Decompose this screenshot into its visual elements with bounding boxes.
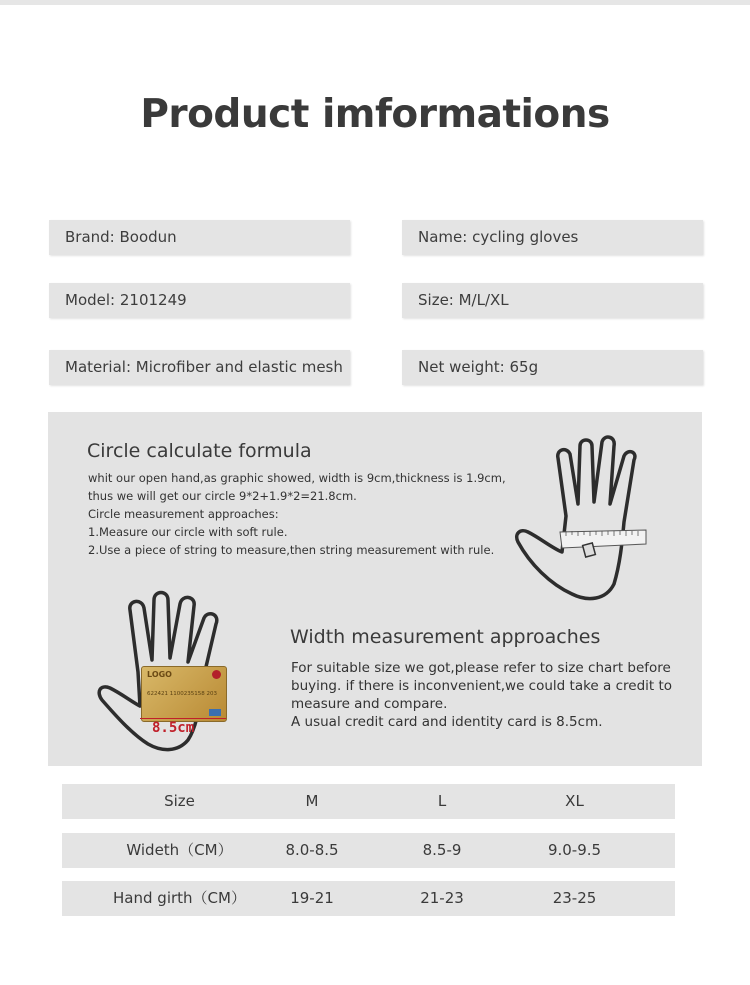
model-field: Model: 2101249 [49, 283, 350, 318]
width-arrow [140, 718, 226, 719]
cell-width-xl: 9.0-9.5 [547, 841, 602, 859]
page-title: Product imformations [140, 92, 610, 137]
bank-logo-icon [212, 670, 221, 679]
width-approaches-heading: Width measurement approaches [290, 626, 601, 648]
cell-girth-m: 19-21 [290, 889, 334, 907]
hand-circumference-illustration [510, 424, 670, 606]
width-line-1: For suitable size we got,please refer to size chart before [291, 660, 671, 676]
circle-formula-heading: Circle calculate formula [87, 440, 312, 462]
size-field: Size: M/L/XL [402, 283, 703, 318]
width-line-4: A usual credit card and identity card is 8.5cm. [291, 714, 603, 730]
header-m: M [305, 792, 319, 810]
header-xl: XL [565, 792, 584, 810]
width-line-2: buying. if there is inconvenient,we could take a credit to [291, 678, 673, 694]
material-field: Material: Microfiber and elastic mesh [49, 350, 350, 385]
card-brand-icon [209, 709, 221, 716]
card-number: 622421 1100235158 203 [147, 691, 217, 697]
size-table-header [62, 784, 675, 819]
circle-line-5: 2.Use a piece of string to measure,then string measurement with rule. [88, 543, 495, 557]
circle-line-1: whit our open hand,as graphic showed, width is 9cm,thickness is 1.9cm, [88, 471, 506, 485]
circle-line-3: Circle measurement approaches: [88, 507, 279, 521]
cell-width-m: 8.0-8.5 [285, 841, 339, 859]
card-width-label: 8.5cm [152, 720, 195, 736]
table-row [62, 833, 675, 868]
name-field: Name: cycling gloves [402, 220, 703, 255]
header-l: L [437, 792, 447, 810]
measurement-panel [48, 412, 702, 766]
table-row [62, 881, 675, 916]
row-label-girth: Hand girth（CM） [113, 889, 246, 907]
credit-card [141, 666, 227, 722]
cell-girth-l: 21-23 [420, 889, 464, 907]
circle-line-4: 1.Measure our circle with soft rule. [88, 525, 288, 539]
width-line-3: measure and compare. [291, 696, 448, 712]
circle-line-2: thus we will get our circle 9*2+1.9*2=21.8cm. [88, 489, 357, 503]
row-label-width: Wideth（CM） [126, 841, 233, 859]
cell-girth-xl: 23-25 [552, 889, 597, 907]
header-size: Size [164, 792, 195, 810]
cell-width-l: 8.5-9 [422, 841, 462, 859]
brand-field: Brand: Boodun [49, 220, 350, 255]
card-logo: LOGO [147, 670, 172, 679]
tape-measure [560, 530, 646, 557]
net-weight-field: Net weight: 65g [402, 350, 703, 385]
top-divider [0, 0, 750, 5]
